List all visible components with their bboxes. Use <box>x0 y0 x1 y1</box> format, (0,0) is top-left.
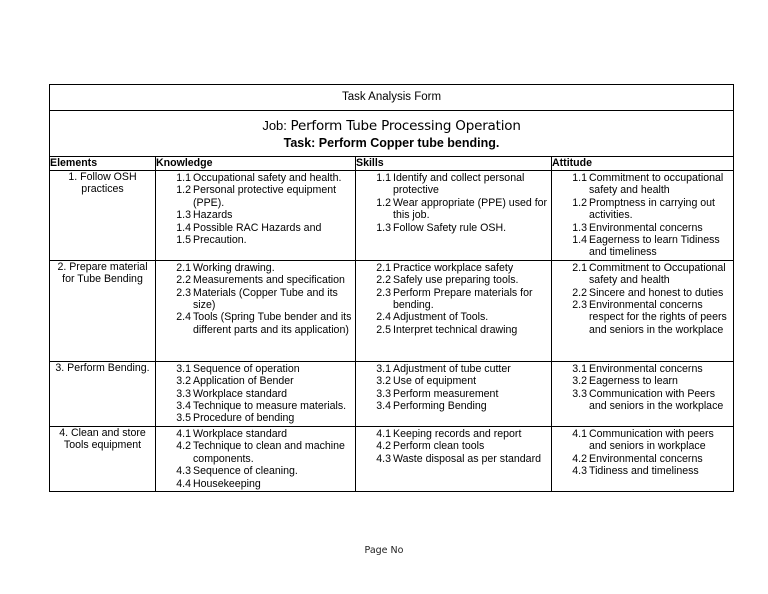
item-number: 1.2 <box>176 184 191 197</box>
item-text: Communication with peers and seniors in workplace <box>589 427 714 453</box>
item-number: 3.1 <box>376 362 391 375</box>
item-number: 3.4 <box>376 400 391 413</box>
list-item <box>552 388 731 413</box>
list-item <box>552 197 731 222</box>
item-number: 3.3 <box>176 387 191 400</box>
list-item <box>552 363 731 375</box>
list-item <box>356 172 549 197</box>
list-item <box>552 287 731 299</box>
item-text: Materials (Copper Tube and its size) <box>193 286 338 312</box>
list-item <box>156 363 353 375</box>
item-number: 2.4 <box>176 311 191 324</box>
knowledge-cell <box>156 171 356 261</box>
list-item <box>156 375 353 387</box>
skills-cell <box>356 171 552 261</box>
item-text: Precaution. <box>193 234 247 247</box>
item-number: 2.3 <box>572 299 587 312</box>
item-number: 1.1 <box>176 172 191 184</box>
list-item <box>156 400 353 412</box>
job-label: Job: <box>262 117 287 133</box>
item-number: 1.4 <box>572 234 587 247</box>
element-cell: 1. Follow OSH practices <box>50 171 156 261</box>
item-number: 4.3 <box>376 452 391 465</box>
item-text: Technique to measure materials. <box>193 400 347 413</box>
item-text: Procedure of bending <box>193 412 295 425</box>
page-footer: Page No <box>364 545 404 556</box>
list-item <box>552 222 731 234</box>
list-item <box>356 287 549 312</box>
knowledge-list <box>156 427 355 491</box>
item-text: Environmental concerns <box>589 221 703 234</box>
item-text: Safely use preparing tools. <box>393 274 519 287</box>
item-text: Environmental concerns <box>589 452 703 465</box>
item-text: Environmental concerns respect for the rights of peers and seniors in the workplace <box>589 299 727 336</box>
item-text: Commitment to Occupational safety and health <box>589 261 726 287</box>
item-text: Commitment to occupational safety and health <box>589 172 724 197</box>
table-row <box>50 171 734 261</box>
item-number: 2.1 <box>572 261 587 274</box>
item-text: Measurements and specification <box>193 274 345 287</box>
list-item <box>356 453 549 465</box>
list-item <box>156 234 353 246</box>
knowledge-list <box>156 362 355 426</box>
form-title: Task Analysis Form <box>50 85 734 111</box>
list-item <box>356 197 549 222</box>
table-row <box>50 426 734 491</box>
skills-cell <box>356 361 552 426</box>
list-item <box>156 172 353 184</box>
skills-list <box>356 171 551 235</box>
item-text: Personal protective equipment (PPE). <box>193 184 337 209</box>
item-number: 1.3 <box>572 221 587 234</box>
item-text: Housekeeping <box>193 477 261 490</box>
item-number: 1.1 <box>376 172 391 184</box>
list-item <box>156 311 353 336</box>
item-number: 2.3 <box>376 286 391 299</box>
job-title: Perform Tube Processing Operation <box>290 117 521 134</box>
list-item <box>156 388 353 400</box>
list-item <box>356 222 549 234</box>
item-number: 2.4 <box>376 311 391 324</box>
item-number: 2.2 <box>572 286 587 299</box>
attitude-list <box>552 261 733 337</box>
list-item <box>156 184 353 209</box>
list-item <box>156 222 353 234</box>
item-text: Adjustment of Tools. <box>393 311 489 324</box>
list-item <box>552 172 731 197</box>
table-row <box>50 361 734 426</box>
skills-list <box>356 427 551 466</box>
item-number: 3.3 <box>376 387 391 400</box>
item-number: 3.1 <box>572 362 587 375</box>
item-text: Interpret technical drawing <box>393 323 518 336</box>
item-text: Perform measurement <box>393 387 499 400</box>
list-item <box>356 375 549 387</box>
item-text: Working drawing. <box>193 261 275 274</box>
attitude-list <box>552 171 733 260</box>
item-text: Keeping records and report <box>393 427 522 440</box>
list-item <box>356 324 549 336</box>
list-item <box>552 428 731 453</box>
list-item <box>356 274 549 286</box>
item-number: 3.3 <box>572 387 587 400</box>
item-text: Waste disposal as per standard <box>393 452 541 465</box>
item-number: 1.3 <box>376 221 391 234</box>
item-text: Wear appropriate (PPE) used for this job. <box>393 196 548 222</box>
item-text: Sequence of cleaning. <box>193 465 298 478</box>
item-text: Practice workplace safety <box>393 261 514 274</box>
list-item <box>552 453 731 465</box>
knowledge-list <box>156 261 355 337</box>
list-item <box>552 234 731 259</box>
list-item <box>356 400 549 412</box>
attitude-cell <box>552 171 734 261</box>
item-text: Promptness in carrying out activities. <box>589 196 716 222</box>
item-text: Hazards <box>193 209 233 222</box>
item-text: Adjustment of tube cutter <box>393 362 511 375</box>
item-text: Follow Safety rule OSH. <box>393 221 507 234</box>
list-item <box>356 363 549 375</box>
skills-cell <box>356 426 552 491</box>
list-item <box>156 428 353 440</box>
list-item <box>156 440 353 465</box>
attitude-list <box>552 362 733 414</box>
list-item <box>552 465 731 477</box>
item-number: 3.4 <box>176 400 191 413</box>
item-number: 3.2 <box>176 375 191 388</box>
item-number: 3.1 <box>176 362 191 375</box>
list-item <box>356 262 549 274</box>
item-number: 4.3 <box>572 465 587 478</box>
item-number: 1.5 <box>176 234 191 247</box>
item-text: Identify and collect personal protective <box>393 172 525 197</box>
skills-list <box>356 261 551 337</box>
list-item <box>552 262 731 287</box>
item-number: 2.1 <box>376 261 391 274</box>
item-number: 1.4 <box>176 221 191 234</box>
item-text: Workplace standard <box>193 427 288 440</box>
item-text: Perform clean tools <box>393 440 485 453</box>
attitude-cell <box>552 361 734 426</box>
item-number: 1.3 <box>176 209 191 222</box>
item-number: 2.2 <box>376 274 391 287</box>
job-line <box>50 117 733 135</box>
header-skills: Skills <box>356 157 552 171</box>
knowledge-list <box>156 171 355 247</box>
knowledge-cell <box>156 361 356 426</box>
item-number: 3.2 <box>572 375 587 388</box>
list-item <box>156 209 353 221</box>
element-cell: 2. Prepare material for Tube Bending <box>50 260 156 361</box>
list-item <box>156 412 353 424</box>
table-body <box>50 171 734 492</box>
item-text: Tidiness and timeliness <box>589 465 699 478</box>
item-text: Occupational safety and health. <box>193 172 342 184</box>
list-item <box>156 287 353 312</box>
item-number: 2.2 <box>176 274 191 287</box>
knowledge-cell <box>156 260 356 361</box>
item-number: 3.2 <box>376 375 391 388</box>
item-number: 4.1 <box>376 427 391 440</box>
item-text: Use of equipment <box>393 375 477 388</box>
list-item <box>156 478 353 490</box>
list-item <box>156 262 353 274</box>
skills-cell <box>356 260 552 361</box>
table-row <box>50 260 734 361</box>
element-cell: 3. Perform Bending. <box>50 361 156 426</box>
list-item <box>356 311 549 323</box>
item-number: 2.5 <box>376 323 391 336</box>
list-item <box>156 465 353 477</box>
item-number: 1.1 <box>572 172 587 184</box>
task-title: Task: Perform Copper tube bending. <box>283 135 500 150</box>
item-text: Tools (Spring Tube bender and its different parts and its application) <box>193 311 352 336</box>
knowledge-cell <box>156 426 356 491</box>
item-number: 4.1 <box>176 427 191 440</box>
item-number: 3.5 <box>176 412 191 425</box>
item-number: 4.2 <box>376 440 391 453</box>
item-text: Perform Prepare materials for bending. <box>393 286 533 312</box>
item-text: Technique to clean and machine components. <box>193 440 345 465</box>
task-analysis-table <box>49 84 734 492</box>
list-item <box>356 428 549 440</box>
element-cell: 4. Clean and store Tools equipment <box>50 426 156 491</box>
item-number: 4.3 <box>176 465 191 478</box>
item-text: Possible RAC Hazards and <box>193 221 322 234</box>
item-number: 1.2 <box>572 196 587 209</box>
attitude-cell <box>552 260 734 361</box>
item-text: Performing Bending <box>393 400 487 413</box>
item-text: Application of Bender <box>193 375 294 388</box>
item-number: 4.2 <box>176 440 191 453</box>
item-text: Eagerness to learn Tidiness and timeliness <box>589 234 720 259</box>
item-number: 4.1 <box>572 427 587 440</box>
list-item <box>156 274 353 286</box>
column-header-row <box>50 157 734 171</box>
item-number: 4.2 <box>572 452 587 465</box>
item-text: Workplace standard <box>193 387 288 400</box>
job-header <box>50 111 734 157</box>
item-text: Communication with Peers and seniors in the workplace <box>589 387 724 413</box>
list-item <box>552 299 731 336</box>
item-text: Sequence of operation <box>193 362 300 375</box>
header-knowledge: Knowledge <box>156 157 356 171</box>
item-text: Sincere and honest to duties <box>589 286 724 299</box>
attitude-list <box>552 427 733 479</box>
list-item <box>356 440 549 452</box>
attitude-cell <box>552 426 734 491</box>
skills-list <box>356 362 551 414</box>
item-number: 4.4 <box>176 477 191 490</box>
header-elements: Elements <box>50 157 156 171</box>
list-item <box>552 375 731 387</box>
item-text: Environmental concerns <box>589 362 703 375</box>
item-text: Eagerness to learn <box>589 375 678 388</box>
item-number: 1.2 <box>376 196 391 209</box>
item-number: 2.3 <box>176 286 191 299</box>
header-attitude: Attitude <box>552 157 734 171</box>
item-number: 2.1 <box>176 261 191 274</box>
list-item <box>356 388 549 400</box>
